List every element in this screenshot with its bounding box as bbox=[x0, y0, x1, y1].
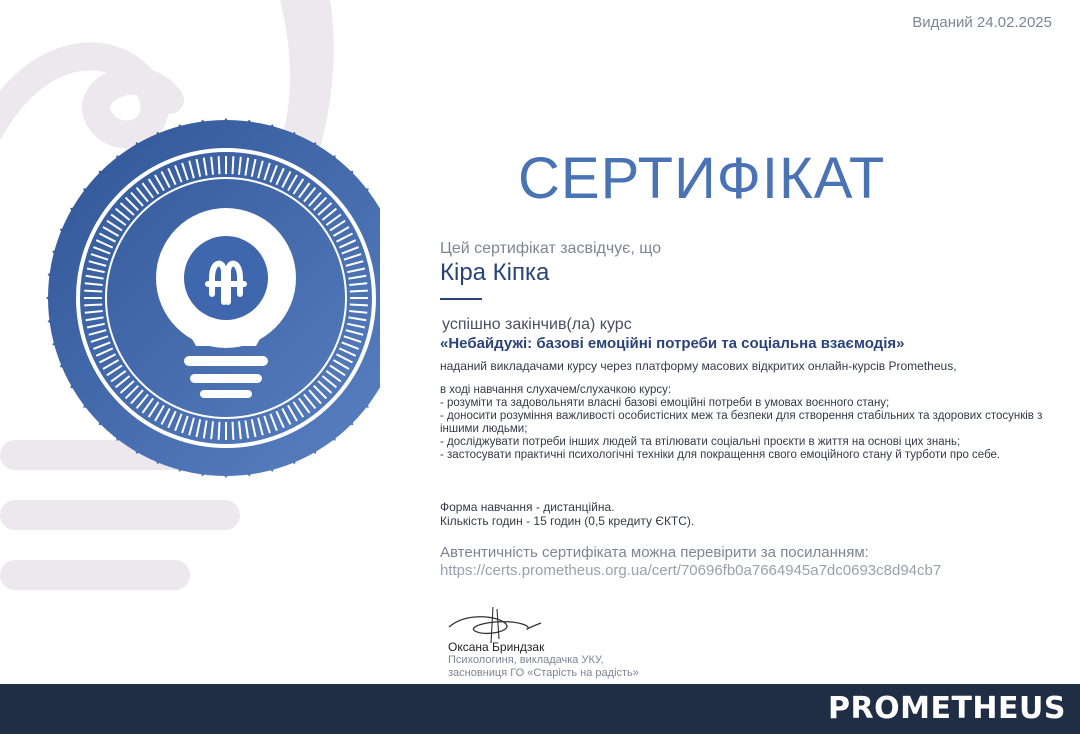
study-form: Форма навчання - дистанційна. bbox=[440, 500, 615, 514]
study-hours: Кількість годин - 15 годин (0,5 кредиту ЄКТС). bbox=[440, 514, 695, 528]
signer-role bbox=[448, 654, 639, 680]
name-divider bbox=[440, 298, 482, 300]
recipient-name: Кіра Кіпка bbox=[440, 259, 550, 286]
outcome-item: - розуміти та задовольняти власні базові емоційні потреби в умовах воєнного стану; bbox=[440, 397, 890, 409]
prometheus-logo: PROMETHEUS bbox=[828, 691, 1066, 726]
outcome-item: - досліджувати потреби інших людей та втілювати соціальні проєкти в життя на основі цих знань; bbox=[440, 436, 961, 448]
provided-text: наданий викладачами курсу через платформу масових відкритих онлайн-курсів Prometheus, bbox=[440, 359, 957, 373]
signer-role-line: засновниця ГО «Старість на радість» bbox=[448, 667, 639, 679]
study-info bbox=[440, 500, 694, 528]
signer-role-line: Психологиня, викладачка УКУ, bbox=[448, 654, 604, 666]
course-title: «Небайдужі: базові емоційні потреби та соціальна взаємодія» bbox=[440, 335, 905, 352]
certificate-title: СЕРТИФІКАТ bbox=[518, 146, 886, 211]
certifies-text: Цей сертифікат засвідчує, що bbox=[440, 240, 662, 257]
verification-label: Автентичність сертифіката можна перевірити за посиланням: bbox=[440, 544, 869, 561]
issue-date: Виданий 24.02.2025 bbox=[912, 14, 1052, 31]
signature-image bbox=[445, 603, 555, 645]
footer-bar bbox=[0, 684, 1080, 734]
outcome-item: - доносити розуміння важливості особистісних меж та безпеки для створення стабільних та здорових стосунків з іншими людьми; bbox=[440, 410, 1043, 435]
lightbulb-seal-icon bbox=[0, 0, 380, 640]
signer-name: Оксана Бриндзак bbox=[448, 640, 545, 654]
outcomes-intro: в ході навчання слухачем/слухачкою курсу: bbox=[440, 384, 672, 396]
verification-link[interactable]: https://certs.prometheus.org.ua/cert/70696fb0a7664945a7dc0693c8d94cb7 bbox=[440, 562, 942, 579]
learning-outcomes bbox=[440, 384, 1075, 462]
completed-text: успішно закінчив(ла) курс bbox=[442, 316, 632, 333]
outcome-item: - застосувати практичні психологічні техніки для покращення свого емоційного стану й турботи про себе. bbox=[440, 449, 1001, 461]
